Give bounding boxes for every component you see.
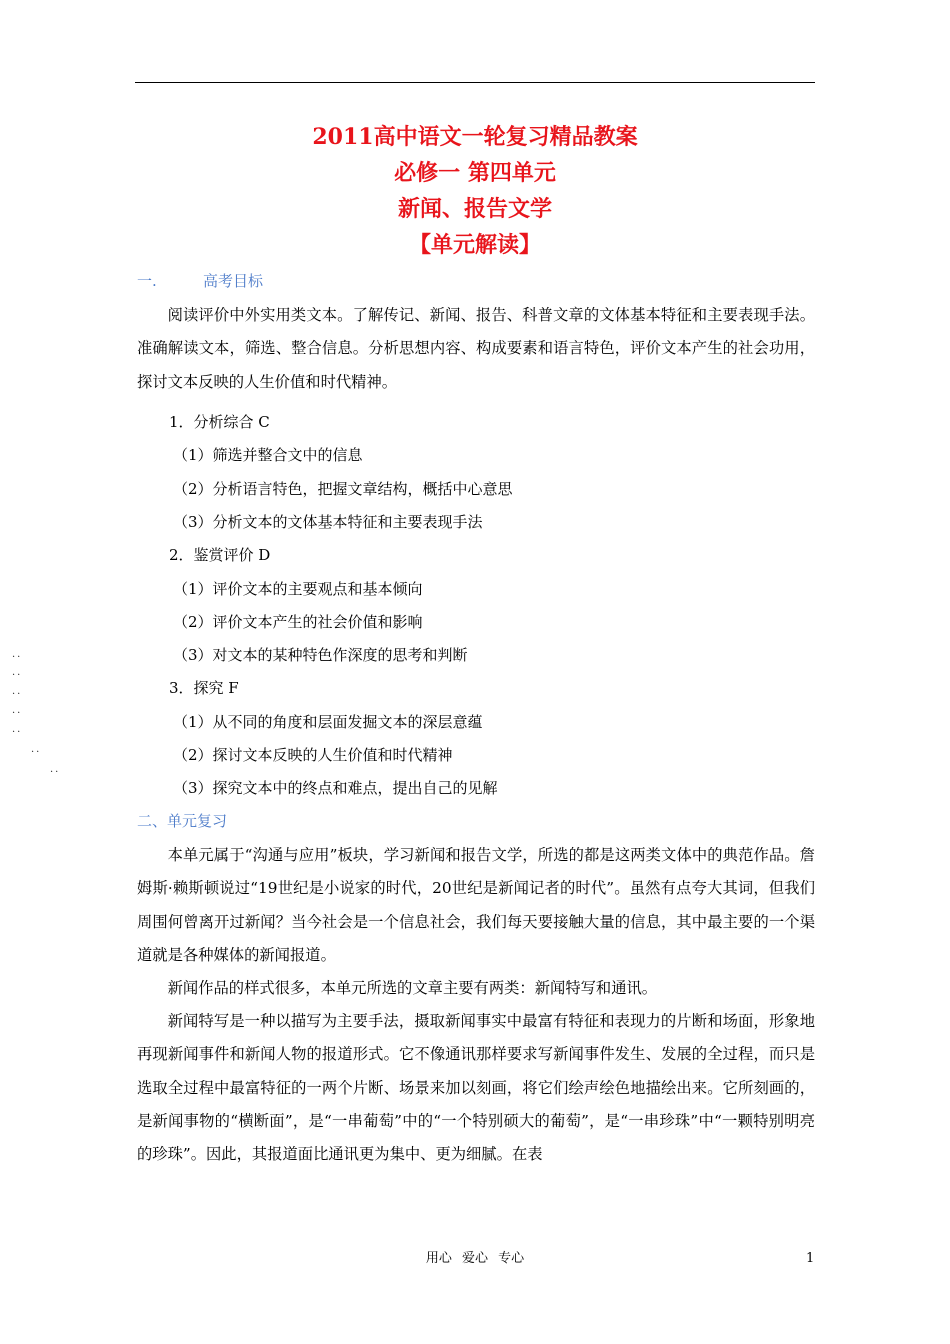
margin-mark: ··: [12, 727, 23, 738]
section2-paragraph-2: 新闻作品的样式很多，本单元所选的文章主要有两类：新闻特写和通讯。: [167, 979, 658, 997]
page-number: 1: [806, 1251, 815, 1266]
margin-mark: ··: [50, 767, 61, 778]
footer-motto: 用心 爱心 专心: [425, 1251, 525, 1266]
section1-intro: 阅读评价中外实用类文本。了解传记、新闻、报告、科普文章的文体基本特征和主要表现手法。准确解读文本，筛选、整合信息。分析思想内容、构成要素和语言特色，评价文本产生的社会功用，探讨文本反映的人生价值和时代精神。: [137, 306, 815, 391]
goal-subitem: （3）分析文本的文体基本特征和主要表现手法: [173, 513, 483, 531]
document-subtitle-section: 【单元解读】: [408, 232, 541, 258]
section1-number: 一.: [137, 272, 157, 290]
margin-mark: ··: [31, 747, 42, 758]
header-rule: [135, 82, 815, 83]
section2-paragraph-3: 新闻特写是一种以描写为主要手法，摄取新闻事实中最富有特征和表现力的片断和场面，形象地再现新闻事件和新闻人物的报道形式。它不像通讯那样要求写新闻事件发生、发展的全过程，而只是选取全过程中最富特征的一两个片断、场景来加以刻画，将它们绘声绘色地描绘出来。它所刻画的，是新闻事物的“横断面”，是“一串葡萄”中的“一个特别硕大的葡萄”，是“一串珍珠”中“一颗特别明亮的珍珠”。因此，其报道面比通讯更为集中、更为细腻。在表: [137, 1012, 815, 1164]
goal-subitem: （2）评价文本产生的社会价值和影响: [173, 613, 423, 631]
section1-title: 高考目标: [203, 272, 264, 290]
goal-subitem: （3）对文本的某种特色作深度的思考和判断: [173, 646, 468, 664]
document-title: 2011高中语文一轮复习精品教案: [312, 124, 638, 150]
document-subtitle-module: 必修一 第四单元: [394, 160, 556, 186]
document-subtitle-topic: 新闻、报告文学: [397, 196, 552, 222]
goal-item-3: 3．探究 F: [169, 679, 239, 697]
goal-subitem: （3）探究文本中的终点和难点，提出自己的见解: [173, 779, 498, 797]
goal-subitem: （1）从不同的角度和层面发掘文本的深层意蕴: [173, 713, 483, 731]
goal-subitem: （2）分析语言特色，把握文章结构，概括中心意思: [173, 480, 513, 498]
goal-subitem: （2）探讨文本反映的人生价值和时代精神: [173, 746, 453, 764]
margin-mark: ··: [12, 670, 23, 681]
section2-heading: 二、单元复习: [137, 812, 228, 830]
goal-item-2: 2．鉴赏评价 D: [169, 546, 271, 564]
margin-mark: ··: [12, 689, 23, 700]
section2-paragraph-1: 本单元属于“沟通与应用”板块，学习新闻和报告文学，所选的都是这两类文体中的典范作品。詹姆斯·赖斯顿说过“19世纪是小说家的时代，20世纪是新闻记者的时代”。虽然有点夸大其词，但我们周围何曾离开过新闻？当今社会是一个信息社会，我们每天要接触大量的信息，其中最主要的一个渠道就是各种媒体的新闻报道。: [137, 846, 815, 964]
goal-subitem: （1）筛选并整合文中的信息: [173, 446, 363, 464]
goal-subitem: （1）评价文本的主要观点和基本倾向: [173, 580, 423, 598]
margin-mark: ··: [12, 708, 23, 719]
goal-item-1: 1．分析综合 C: [169, 413, 270, 431]
margin-mark: ··: [12, 652, 23, 663]
